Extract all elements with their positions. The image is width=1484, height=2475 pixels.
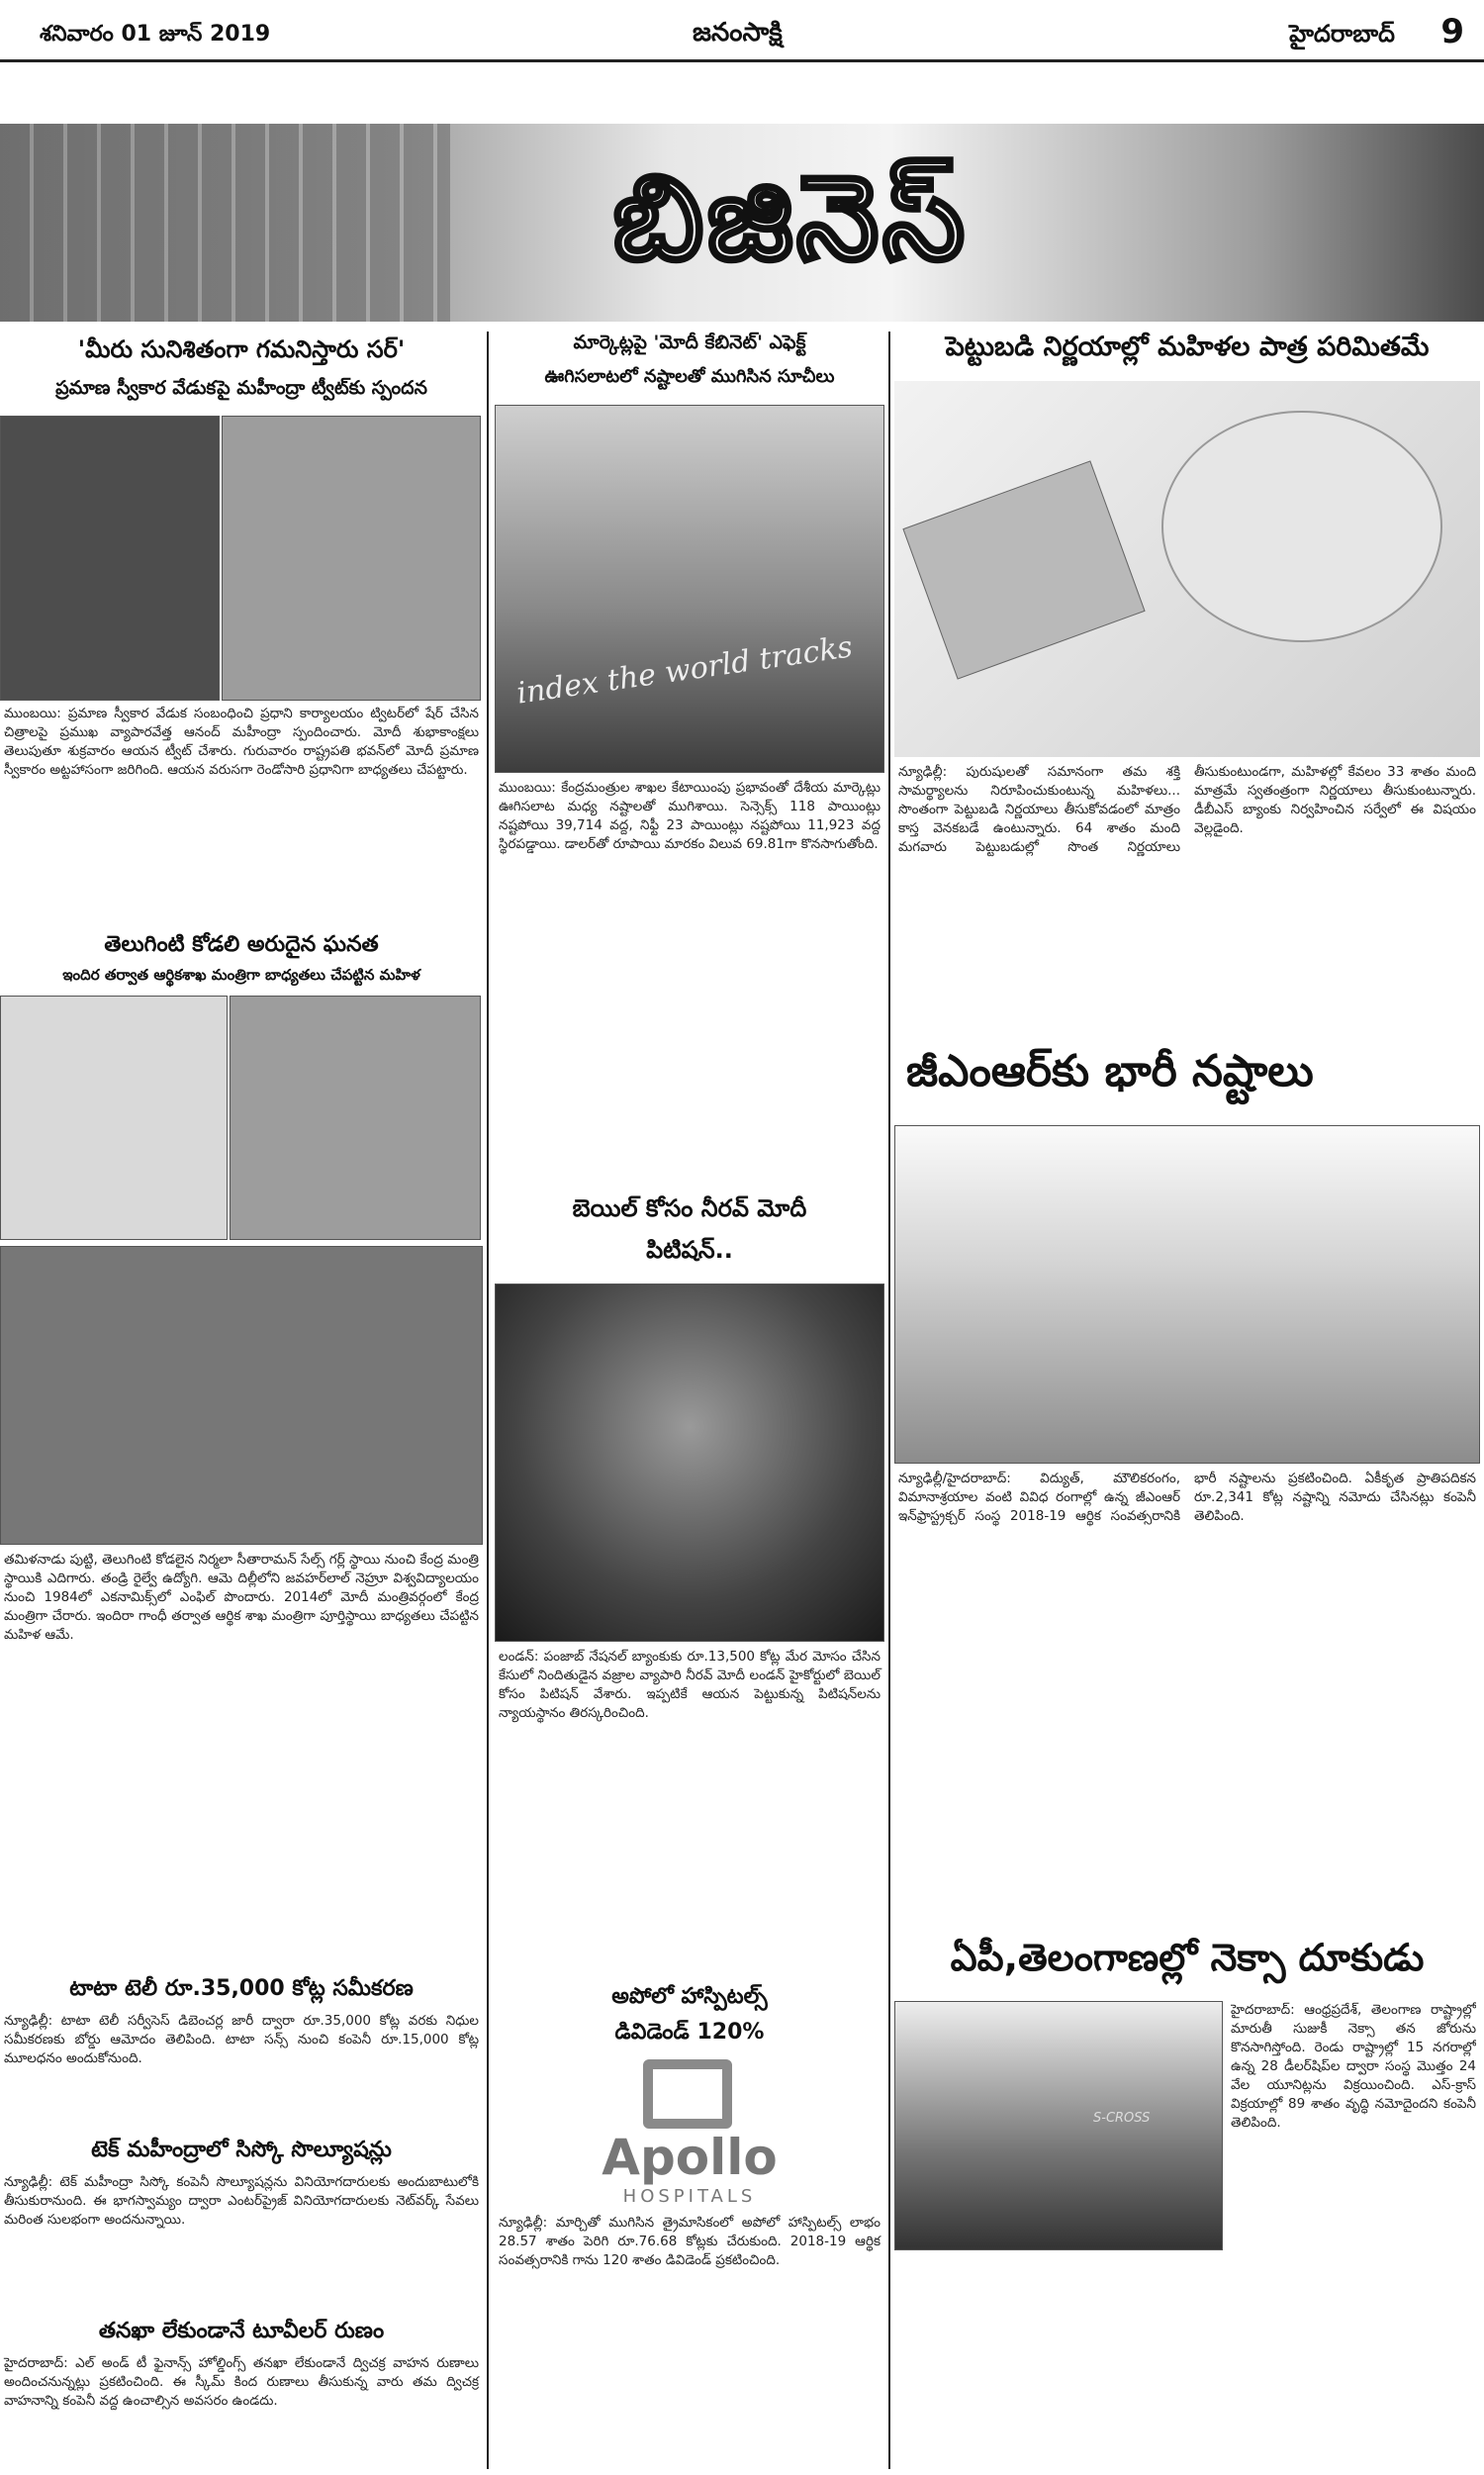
column-divider [487,332,489,2469]
article-two-wheeler-body: హైదరాబాద్‌: ఎల్‌ అండ్‌ టీ ఫైనాన్స్‌ హోల్డింగ్స్‌ తనఖా లేకుండానే ద్విచక్ర వాహన రుణాలు అందించనున్నట్లు ప్రకటించింది. ఈ స్కీమ్‌ కింద రుణాలు తీసుకున్న వారు తమ ద్విచక్ర వాహనాన్ని కంపెనీ వద్ద ఉంచాల్సిన అవసరం ఉండదు. [4,2355,479,2409]
masthead [0,0,1484,62]
page-number: 9 [1440,12,1464,51]
headline-two-wheeler-loan: తనఖా లేకుండానే టూవీలర్ రుణం [98,2319,385,2343]
gmr-plant-photo [894,1125,1480,1464]
headline-markets-line2: ఊగిసలాటలో నష్టాలతో ముగిసిన సూచీలు [544,366,835,387]
car-badge: S-CROSS [1093,2111,1151,2126]
anand-mahindra-photo [0,416,220,701]
apollo-logo [495,2059,884,2208]
apollo-logo-word: Apollo [602,2129,778,2186]
article-nirmala-body: తమిళనాడు పుట్టి, తెలుగింటి కోడలైన నిర్మలా సీతారామన్‌ సేల్స్‌ గర్ల్‌ స్థాయి నుంచి కేంద్ర మంత్రి స్థాయికి ఎదిగారు. తండ్రి రైల్వే ఉద్యోగి. ఆమె దిల్లీలోని జవహర్‌లాల్‌ నెహ్రూ విశ్వవిద్యాలయం నుంచి 1984లో ఎకనామిక్స్‌లో ఎంఫిల్‌ పొందారు. 2014లో మోదీ మంత్రివర్గంలో కేంద్ర మంత్రిగా చేరారు. ఇందిరా గాంధీ తర్వాత ఆర్థిక శాఖ మంత్రిగా పూర్తిస్థాయి బాధ్యతలు చేపట్టిన మహిళ ఆమే. [4,1552,479,1643]
headline-nirav-line1: బెయిల్‌ కోసం నీరవ్‌ మోదీ [572,1194,807,1222]
column-middle [495,332,884,2358]
headline-markets-line1: మార్కెట్లపై 'మోదీ కేబినెట్' ఎఫెక్ట్ [573,332,806,353]
headline-nirav-line2: పిటిషన్‌.. [646,1236,733,1264]
headline-nexa: ఏపీ,తెలంగాణల్లో నెక్సా దూకుడు [950,1936,1425,1979]
nirmala-group-photo [0,1246,483,1545]
piggy-bank-graphic [1161,411,1442,642]
edition-city: హైదరాబాద్ [1289,20,1395,48]
article-nexa-side: హైదరాబాద్‌: ఆంధ్రప్రదేశ్‌, తెలంగాణ రాష్ట్రాల్లో మారుతీ సుజుకీ నెక్సా తన జోరును కొనసాగిస్తోంది. రెండు రాష్ట్రాల్లో 15 నగరాల్లో ఉన్న 28 డీలర్‌షిప్‌ల ద్వారా సంస్థ మొత్తం 24 వేల యూనిట్లను విక్రయించింది. ఎస్‌-క్రాస్‌ విక్రయాల్లో 89 శాతం వృద్ధి నమోదైందని కంపెనీ తెలిపింది. [1231,2002,1476,2131]
banner-coins-image [0,124,450,322]
nirmala-portrait-photo [0,996,228,1240]
banknotes-graphic [902,460,1145,679]
headline-mahindra: 'మీరు సునిశితంగా గమనిస్తారు సర్' [77,335,406,363]
article-women-investment-body: న్యూఢిల్లీ: పురుషులతో సమానంగా తమ శక్తి సామర్థ్యాలను నిరూపించుకుంటున్న మహిళలు... సొంతంగా పెట్టుబడి నిర్ణయాలు తీసుకోవడంలో మాత్రం కాస్త వెనకబడే ఉంటున్నారు. 64 శాతం మంది మగవారు పెట్టుబడుల్లో సొంత నిర్ణయాలు తీసుకుంటుండగా, మహిళల్లో కేవలం 33 శాతం మంది మాత్రమే స్వతంత్రంగా నిర్ణయాలు తీసుకుంటున్నారు. డీబీఎస్‌ బ్యాంకు నిర్వహించిన సర్వేలో ఈ విషయం వెల్లడైంది. [898,764,1476,855]
headline-nirmala: తెలుగింటి కోడలి అరుదైన ఘనత [104,932,379,957]
headline-apollo-line1: అపోలో హాస్పిటల్స్‌ [611,1984,768,2009]
subhead-nirmala: ఇందిర తర్వాత ఆర్థికశాఖ మంత్రిగా బాధ్యతలు చేపట్టిన మహిళ [62,966,420,984]
headline-apollo-line2: డివిడెండ్‌ 120% [614,2020,765,2045]
swearing-in-photo [222,416,481,701]
article-mahindra-body: ముంబయి: ప్రమాణ స్వీకార వేడుక సంబంధించి ప్రధాని కార్యాలయం ట్విటర్‌లో షేర్‌ చేసిన చిత్రాలపై ప్రముఖ వ్యాపారవేత్త ఆనంద్‌ మహీంద్రా స్పందించారు. మోదీ శుభాకాంక్షలు తెలుపుతూ శుక్రవారం ఆయన ట్వీట్‌ చేశారు. గురువారం రాష్ట్రపతి భవన్‌లో మోదీ ప్రమాణ స్వీకారం అట్టహాసంగా జరిగింది. ఆయన వరుసగా రెండోసారి ప్రధానిగా బాధ్యతలు చేపట్టారు. [4,706,479,778]
bse-building-photo [495,405,884,773]
nexa-section [894,2001,1480,2268]
subhead-mahindra: ప్రమాణ స్వీకార వేడుకపై మహీంద్రా ట్వీట్‌కు స్పందన [55,377,427,399]
paper-name: జనంసాక్షి [693,18,783,48]
article-tata-tele-body: న్యూఢిల్లీ: టాటా టెలీ సర్వీసెస్‌ డిబెంచర్ల జారీ ద్వారా రూ.35,000 కోట్ల వరకు నిధుల సమీకరణకు బోర్డు ఆమోదం తెలిపింది. టాటా సన్స్‌ నుంచి కంపెనీ రూ.15,000 కోట్ల మూలధనం అందుకోనుంది. [4,2013,479,2066]
column-right [894,332,1480,2268]
issue-date: శనివారం 01 జూన్ 2019 [40,22,271,47]
headline-tata-tele: టాటా టెలీ రూ.35,000 కోట్ల సమీకరణ [69,1976,414,2001]
column-divider [888,332,890,2469]
photo-pair-nirmala [0,996,483,1238]
headline-tech-mahindra: టెక్‌ మహీంద్రాలో సిస్కో సొల్యూషన్లు [91,2138,392,2162]
photo-signage-text: index the world tracks [514,629,855,712]
article-gmr-body: న్యూఢిల్లీ/హైదరాబాద్‌: విద్యుత్‌, మౌలికరంగం, విమానాశ్రయాల వంటి వివిధ రంగాల్లో ఉన్న జీఎంఆర్‌ ఇన్‌ఫ్రాస్ట్రక్చర్‌ సంస్థ 2018-19 ఆర్థిక సంవత్సరానికి భారీ నష్టాలను ప్రకటించింది. ఏకీకృత ప్రాతిపదికన రూ.2,341 కోట్ల నష్టాన్ని నమోదు చేసినట్లు కంపెనీ తెలిపింది. [898,1471,1476,1524]
section-title: బిజినెస్ [613,148,969,286]
article-apollo-body: న్యూఢిల్లీ: మార్చితో ముగిసిన త్రైమాసికంలో అపోలో హాస్పిటల్స్‌ లాభం 28.57 శాతం పెరిగి రూ.76.68 కోట్లకు చేరుకుంది. 2018-19 ఆర్థిక సంవత్సరానికి గాను 120 శాతం డివిడెండ్‌ ప్రకటించింది. [499,2215,881,2268]
piggy-bank-photo [894,381,1480,757]
headline-gmr: జీఎంఆర్‌కు భారీ నష్టాలు [906,1046,1314,1096]
article-nirav-body: లండన్‌: పంజాబ్‌ నేషనల్‌ బ్యాంకుకు రూ.13,500 కోట్ల మేర మోసం చేసిన కేసులో నిందితుడైన వజ్రాల వ్యాపారి నీరవ్‌ మోదీ లండన్‌ హైకోర్టులో బెయిల్‌ కోసం పిటిషన్‌ వేశారు. ఇప్పటికే ఆయన పెట్టుకున్న పిటిషన్‌లను న్యాయస్థానం తిరస్కరించింది. [499,1649,881,1721]
apollo-mark-icon [643,2059,732,2129]
nirmala-office-photo [230,996,481,1240]
column-left [0,332,483,2469]
article-markets-body: ముంబయి: కేంద్రమంత్రుల శాఖల కేటాయింపు ప్రభావంతో దేశీయ మార్కెట్లు ఊగిసలాట మధ్య నష్టాలతో ముగిశాయి. సెన్సెక్స్‌ 118 పాయింట్లు నష్టపోయి 39,714 వద్ద, నిఫ్టీ 23 పాయింట్లు నష్టపోయి 11,923 వద్ద స్థిరపడ్డాయి. డాలర్‌తో రూపాయి మారకం విలువ 69.81గా కొనసాగుతోంది. [499,780,881,852]
s-cross-car-photo [894,2001,1223,2250]
photo-pair [0,416,483,699]
apollo-logo-sub: HOSPITALS [622,2186,757,2207]
headline-women-investment: పెట్టుబడి నిర్ణయాల్లో మహిళల పాత్ర పరిమితమే [945,332,1430,362]
article-tech-mahindra-body: న్యూఢిల్లీ: టెక్‌ మహీంద్రా సిస్కో కంపెనీ సొల్యూషన్లను వినియోగదారులకు అందుబాటులోకి తీసుకురానుంది. ఈ భాగస్వామ్యం ద్వారా ఎంటర్‌ప్రైజ్‌ వినియోగదారులకు నెట్‌వర్క్‌ సేవలు మరింత సులభంగా అందనున్నాయి. [4,2174,479,2228]
nirav-modi-photo [495,1284,884,1642]
